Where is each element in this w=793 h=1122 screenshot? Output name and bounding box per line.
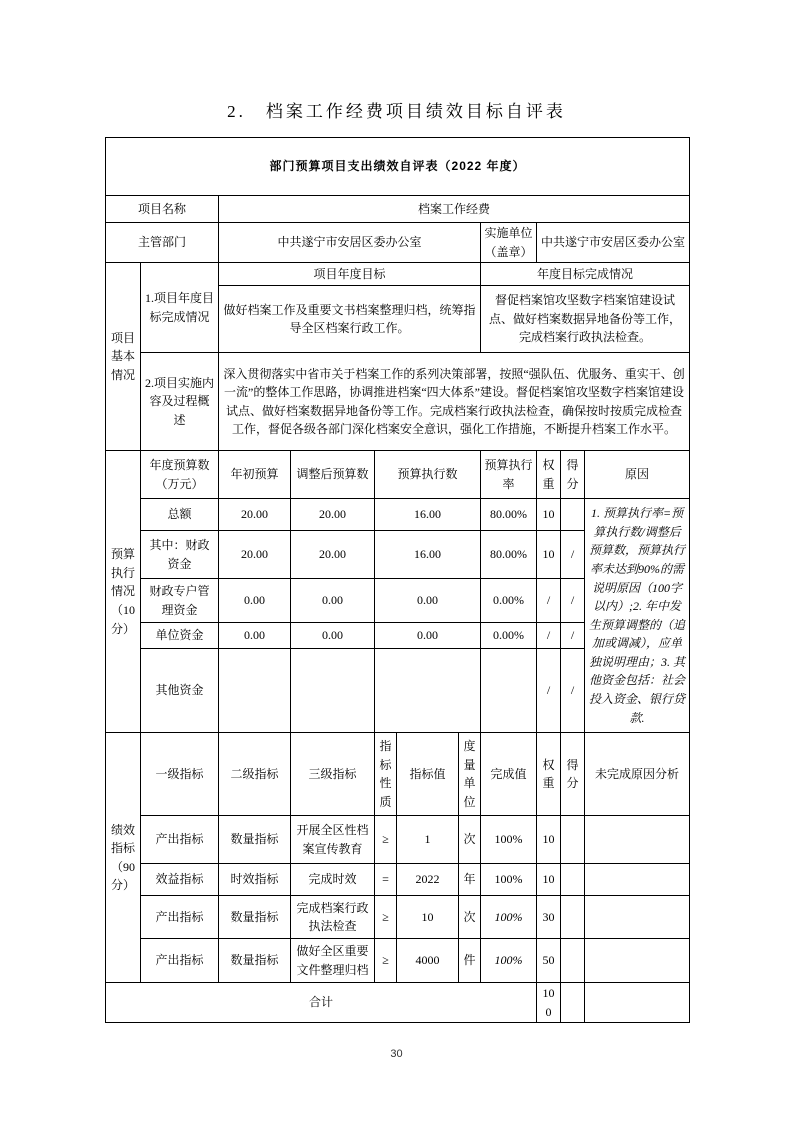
supervisor-dept-label: 主管部门 bbox=[106, 223, 219, 263]
perf-unit: 次 bbox=[459, 896, 481, 939]
budget-weight-value: 10 bbox=[537, 531, 561, 579]
perf-row bbox=[106, 896, 690, 939]
perf-score bbox=[561, 896, 585, 939]
total-row-label: 合计 bbox=[106, 983, 537, 1023]
perf-value: 4000 bbox=[397, 939, 459, 983]
annual-goal-row-label: 1.项目年度目标完成情况 bbox=[141, 263, 219, 353]
perf-value: 2022 bbox=[397, 864, 459, 896]
basic-info-section-label: 项目基本情况 bbox=[106, 263, 141, 451]
perf-row bbox=[106, 816, 690, 864]
perf-level3: 开展全区性档案宣传教育 bbox=[291, 816, 375, 864]
implementation-text: 深入贯彻落实中省市关于档案工作的系列决策部署，按照“强队伍、优服务、重实干、创一流”的整体工作思路，协调推进档案“四大体系”建设。督促档案馆攻坚数字档案馆建设试点、做好档案数据异地备份等工作。完成档案行政执法检查，确保按时按质完成检查工作，督促各级各部门深化档案安全意识，强化工作措施，不断提升档案工作水平。 bbox=[219, 353, 690, 451]
budget-score-value: / bbox=[561, 531, 585, 579]
annual-goal-header: 项目年度目标 bbox=[219, 263, 481, 286]
budget-adjusted-value: 0.00 bbox=[291, 623, 375, 649]
perf-col-header-level3: 三级指标 bbox=[291, 733, 375, 816]
implementation-row-label: 2.项目实施内容及过程概述 bbox=[141, 353, 219, 451]
budget-row-name: 其中：财政资金 bbox=[141, 531, 219, 579]
perf-completion: 100% bbox=[481, 939, 537, 983]
budget-score-value: / bbox=[561, 579, 585, 623]
perf-col-header-score: 得分 bbox=[561, 733, 585, 816]
perf-completion: 100% bbox=[481, 864, 537, 896]
perf-nature: ≥ bbox=[375, 939, 397, 983]
total-score-value bbox=[561, 983, 585, 1023]
budget-score-value: / bbox=[561, 623, 585, 649]
budget-executed-value: 0.00 bbox=[375, 579, 481, 623]
perf-level2: 数量指标 bbox=[219, 939, 291, 983]
goal-completion-text: 督促档案馆攻坚数字档案馆建设试点、做好档案数据异地备份等工作，完成档案行政执法检查。 bbox=[481, 286, 690, 353]
project-name-value: 档案工作经费 bbox=[219, 196, 690, 223]
goal-completion-header: 年度目标完成情况 bbox=[481, 263, 690, 286]
budget-col-header-weight: 权重 bbox=[537, 451, 561, 499]
perf-level1: 产出指标 bbox=[141, 896, 219, 939]
budget-col-header-executed: 预算执行数 bbox=[375, 451, 481, 499]
perf-col-header-unit: 度量单位 bbox=[459, 733, 481, 816]
budget-reason-note: 1. 预算执行率=预算执行数/调整后预算数，预算执行率未达到90%的需说明原因（100字以内）;2. 年中发生预算调整的（追加或调减），应单独说明理由；3. 其他资金包括：社会投入资金、银行贷款. bbox=[585, 499, 690, 733]
performance-section-label: 绩效指标（90分） bbox=[106, 733, 141, 983]
budget-row-name: 总额 bbox=[141, 499, 219, 531]
perf-nature: ≥ bbox=[375, 816, 397, 864]
budget-weight-value: / bbox=[537, 649, 561, 733]
budget-score-value: / bbox=[561, 649, 585, 733]
perf-score bbox=[561, 864, 585, 896]
budget-adjusted-value: 20.00 bbox=[291, 499, 375, 531]
perf-col-header-level1: 一级指标 bbox=[141, 733, 219, 816]
budget-initial-value: 20.00 bbox=[219, 499, 291, 531]
total-weight-value: 100 bbox=[537, 983, 561, 1023]
budget-executed-value bbox=[375, 649, 481, 733]
perf-unit: 次 bbox=[459, 816, 481, 864]
perf-level1: 效益指标 bbox=[141, 864, 219, 896]
budget-adjusted-value: 20.00 bbox=[291, 531, 375, 579]
perf-unit: 件 bbox=[459, 939, 481, 983]
budget-initial-value bbox=[219, 649, 291, 733]
budget-rate-value bbox=[481, 649, 537, 733]
project-name-label: 项目名称 bbox=[106, 196, 219, 223]
total-analysis-value bbox=[585, 983, 690, 1023]
budget-col-header-annual: 年度预算数（万元） bbox=[141, 451, 219, 499]
perf-completion: 100% bbox=[481, 896, 537, 939]
perf-nature: = bbox=[375, 864, 397, 896]
budget-initial-value: 0.00 bbox=[219, 579, 291, 623]
perf-level2: 数量指标 bbox=[219, 816, 291, 864]
budget-executed-value: 16.00 bbox=[375, 499, 481, 531]
budget-row-name: 财政专户管理资金 bbox=[141, 579, 219, 623]
perf-unit: 年 bbox=[459, 864, 481, 896]
perf-col-header-analysis: 未完成原因分析 bbox=[585, 733, 690, 816]
perf-row bbox=[106, 939, 690, 983]
perf-col-header-value: 指标值 bbox=[397, 733, 459, 816]
perf-col-header-level2: 二级指标 bbox=[219, 733, 291, 816]
budget-executed-value: 0.00 bbox=[375, 623, 481, 649]
budget-col-header-reason: 原因 bbox=[585, 451, 690, 499]
total-row bbox=[106, 983, 690, 1023]
budget-initial-value: 20.00 bbox=[219, 531, 291, 579]
perf-nature: ≥ bbox=[375, 896, 397, 939]
perf-level2: 时效指标 bbox=[219, 864, 291, 896]
perf-weight: 50 bbox=[537, 939, 561, 983]
perf-weight: 30 bbox=[537, 896, 561, 939]
budget-score-value bbox=[561, 499, 585, 531]
budget-rate-value: 80.00% bbox=[481, 499, 537, 531]
perf-col-header-weight: 权重 bbox=[537, 733, 561, 816]
perf-row bbox=[106, 864, 690, 896]
perf-score bbox=[561, 816, 585, 864]
perf-level1: 产出指标 bbox=[141, 816, 219, 864]
impl-unit-label: 实施单位（盖章） bbox=[481, 223, 537, 263]
perf-analysis bbox=[585, 816, 690, 864]
budget-weight-value: / bbox=[537, 623, 561, 649]
perf-analysis bbox=[585, 896, 690, 939]
perf-score bbox=[561, 939, 585, 983]
budget-col-header-adjusted: 调整后预算数 bbox=[291, 451, 375, 499]
perf-level3: 完成时效 bbox=[291, 864, 375, 896]
page-number: 30 bbox=[390, 1048, 403, 1060]
self-evaluation-table bbox=[105, 137, 690, 1023]
budget-section-label: 预算执行情况（10分） bbox=[106, 451, 141, 733]
budget-weight-value: 10 bbox=[537, 499, 561, 531]
budget-col-header-score: 得分 bbox=[561, 451, 585, 499]
perf-weight: 10 bbox=[537, 816, 561, 864]
table-title: 部门预算项目支出绩效自评表（2022 年度） bbox=[106, 138, 690, 196]
perf-col-header-nature: 指标性质 bbox=[375, 733, 397, 816]
budget-rate-value: 0.00% bbox=[481, 623, 537, 649]
impl-unit-value: 中共遂宁市安居区委办公室 bbox=[537, 223, 690, 263]
perf-level2: 数量指标 bbox=[219, 896, 291, 939]
budget-rate-value: 0.00% bbox=[481, 579, 537, 623]
perf-completion: 100% bbox=[481, 816, 537, 864]
budget-adjusted-value bbox=[291, 649, 375, 733]
budget-col-header-initial: 年初预算 bbox=[219, 451, 291, 499]
budget-adjusted-value: 0.00 bbox=[291, 579, 375, 623]
perf-value: 1 bbox=[397, 816, 459, 864]
budget-weight-value: / bbox=[537, 579, 561, 623]
perf-col-header-completion: 完成值 bbox=[481, 733, 537, 816]
budget-executed-value: 16.00 bbox=[375, 531, 481, 579]
budget-row-total bbox=[106, 499, 690, 531]
budget-initial-value: 0.00 bbox=[219, 623, 291, 649]
budget-row-name: 单位资金 bbox=[141, 623, 219, 649]
perf-analysis bbox=[585, 864, 690, 896]
budget-col-header-rate: 预算执行率 bbox=[481, 451, 537, 499]
budget-rate-value: 80.00% bbox=[481, 531, 537, 579]
perf-value: 10 bbox=[397, 896, 459, 939]
perf-level1: 产出指标 bbox=[141, 939, 219, 983]
budget-row-name: 其他资金 bbox=[141, 649, 219, 733]
document-heading: 2. 档案工作经费项目绩效目标自评表 bbox=[227, 102, 566, 121]
perf-weight: 10 bbox=[537, 864, 561, 896]
perf-analysis bbox=[585, 939, 690, 983]
perf-level3: 做好全区重要文件整理归档 bbox=[291, 939, 375, 983]
perf-level3: 完成档案行政执法检查 bbox=[291, 896, 375, 939]
supervisor-dept-value: 中共遂宁市安居区委办公室 bbox=[219, 223, 481, 263]
annual-goal-text: 做好档案工作及重要文书档案整理归档，统筹指导全区档案行政工作。 bbox=[219, 286, 481, 353]
